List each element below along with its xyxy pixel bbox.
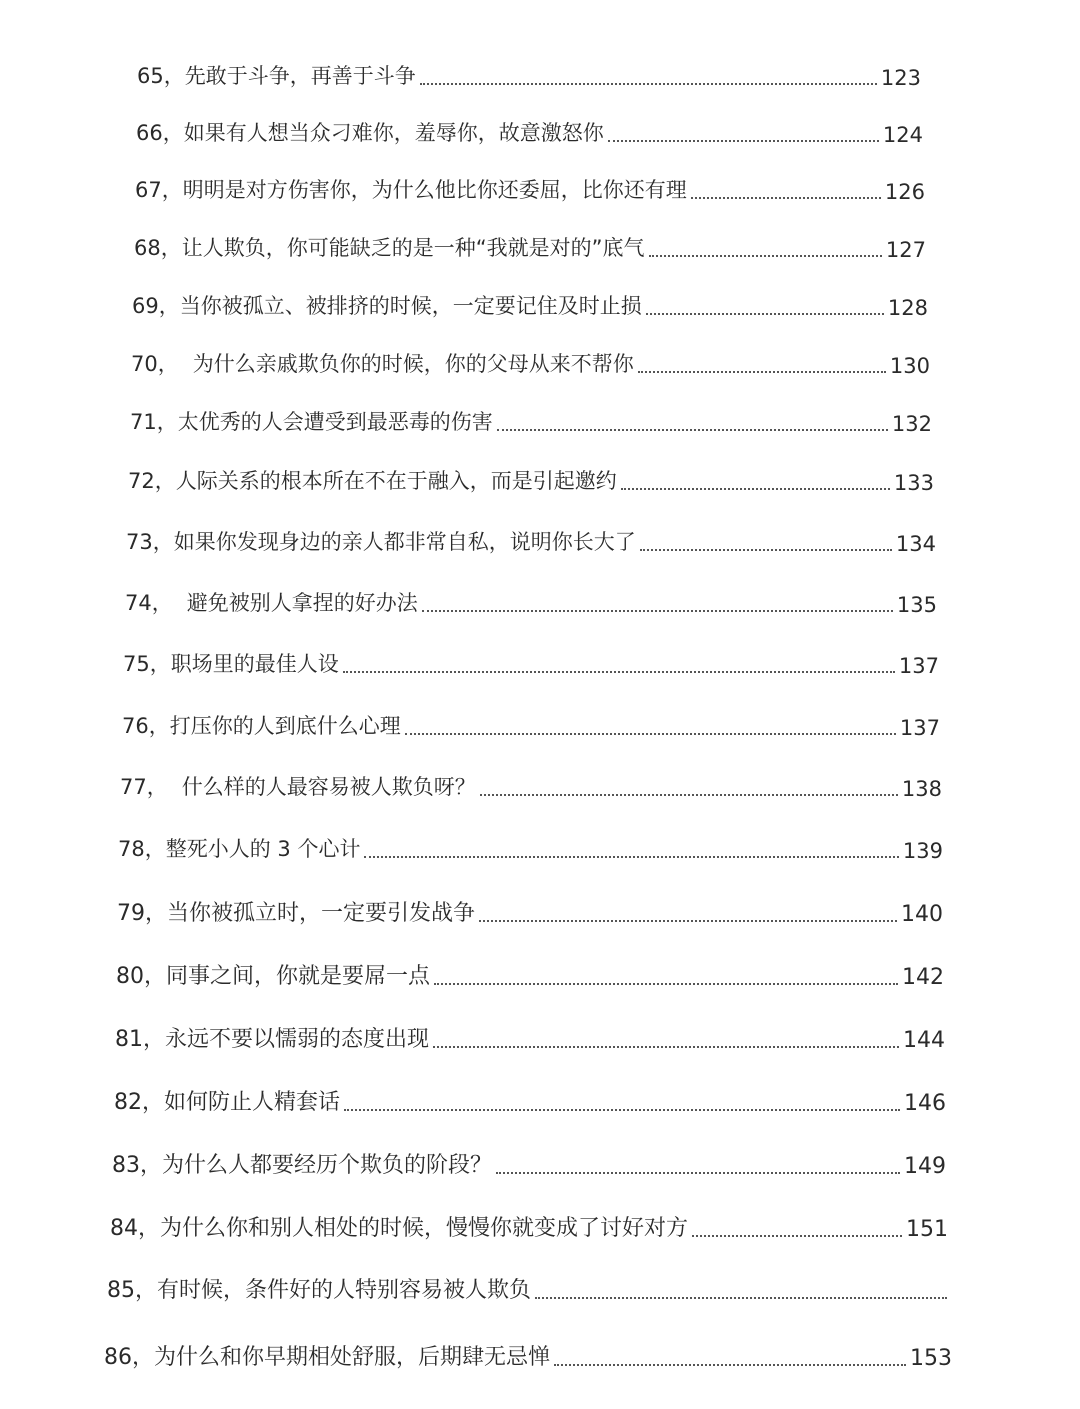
toc-entry-68 <box>134 232 926 262</box>
toc-entry-83 <box>112 1148 946 1179</box>
toc-entry-67 <box>135 174 925 204</box>
toc-entry-number: 86， <box>104 1345 154 1370</box>
toc-page-number: 144 <box>903 1028 945 1053</box>
toc-entry-number: 73， <box>126 530 174 554</box>
toc-entry-number: 68， <box>134 236 182 260</box>
toc-page-number: 132 <box>891 412 932 436</box>
toc-dot-leader <box>692 1235 902 1237</box>
toc-page-number: 153 <box>910 1346 952 1371</box>
toc-dot-leader <box>479 920 897 922</box>
toc-entry-number: 80， <box>116 964 166 989</box>
toc-entry-70 <box>131 348 930 378</box>
toc-entry-number: 79， <box>117 901 167 926</box>
toc-entry-title: 让人欺负，你可能缺乏的是一种“我就是对的”底气 <box>181 236 645 260</box>
toc-entry-75 <box>123 648 939 678</box>
toc-entry-number: 82， <box>114 1090 164 1115</box>
toc-dot-leader <box>608 140 879 142</box>
toc-entry-title: 为什么人都要经历个欺负的阶段？ <box>162 1153 493 1178</box>
toc-dot-leader <box>364 856 898 858</box>
toc-entry-86 <box>104 1340 952 1371</box>
toc-entry-84 <box>110 1211 948 1242</box>
toc-dot-leader <box>480 794 898 796</box>
toc-entry-80 <box>116 959 944 990</box>
toc-entry-title: 整死小人的 3 个心计 <box>165 837 361 861</box>
toc-entry-number: 66， <box>136 121 184 145</box>
toc-dot-leader <box>649 255 882 257</box>
toc-page-number: 139 <box>902 839 943 863</box>
toc-page-number: 127 <box>885 238 926 262</box>
toc-entry-title: 当你被孤立、被排挤的时候，一定要记住及时止损 <box>179 294 642 318</box>
toc-dot-leader <box>497 429 888 431</box>
toc-entry-title: 人际关系的根本所在不在于融入，而是引起邀约 <box>175 469 617 493</box>
toc-entry-title: 为什么你和别人相处的时候，慢慢你就变成了讨好对方 <box>160 1216 689 1241</box>
toc-dot-leader <box>420 83 877 85</box>
toc-entry-82 <box>114 1085 946 1116</box>
toc-entry-title: 明明是对方伤害你，为什么他比你还委屈，比你还有理 <box>182 178 687 202</box>
toc-entry-number: 71， <box>130 410 178 434</box>
toc-dot-leader <box>646 313 884 315</box>
toc-entry-85 <box>107 1273 947 1304</box>
toc-entry-title: 当你被孤立时，一定要引发战争 <box>167 901 476 926</box>
toc-page-number: 142 <box>902 965 944 990</box>
toc-page-number: 128 <box>887 296 928 320</box>
toc-page-number: 123 <box>880 66 921 90</box>
toc-entry-66 <box>136 117 923 147</box>
toc-dot-leader <box>344 1109 900 1111</box>
toc-dot-leader <box>638 371 886 373</box>
toc-dot-leader <box>496 1172 900 1174</box>
toc-entry-74 <box>125 587 937 617</box>
toc-entry-number: 70， <box>131 352 179 376</box>
toc-page-number: 135 <box>896 593 937 617</box>
toc-dot-leader <box>422 610 893 612</box>
toc-dot-leader <box>554 1364 906 1366</box>
toc-page-number: 137 <box>898 654 939 678</box>
toc-entry-title: 如果有人想当众刁难你，羞辱你，故意激怒你 <box>183 121 604 145</box>
toc-entry-71 <box>130 406 932 436</box>
toc-entry-title: 职场里的最佳人设 <box>170 652 339 676</box>
toc-page-number: 146 <box>904 1091 946 1116</box>
toc-entry-79 <box>117 896 943 927</box>
toc-entry-72 <box>128 465 934 495</box>
toc-entry-number: 76， <box>122 714 170 738</box>
toc-page-number: 124 <box>882 123 923 147</box>
toc-dot-leader <box>691 197 881 199</box>
toc-entry-number: 77， <box>120 775 168 799</box>
toc-entry-number: 78， <box>118 837 166 861</box>
toc-page-number: 137 <box>899 716 940 740</box>
toc-entry-number: 75， <box>123 652 171 676</box>
toc-entry-76 <box>122 710 940 740</box>
toc-dot-leader <box>405 733 896 735</box>
toc-dot-leader <box>434 983 898 985</box>
toc-page-number: 130 <box>889 354 930 378</box>
toc-entry-65 <box>137 60 921 90</box>
toc-entry-title: 为什么亲戚欺负你的时候，你的父母从来不帮你 <box>192 352 634 376</box>
toc-entry-77 <box>120 771 942 801</box>
toc-page-number: 149 <box>904 1154 946 1179</box>
toc-entry-title: 同事之间，你就是要屌一点 <box>166 964 431 989</box>
toc-entry-number: 83， <box>112 1153 162 1178</box>
toc-dot-leader <box>343 671 895 673</box>
toc-entry-number: 74， <box>125 591 173 615</box>
toc-entry-title: 有时候，条件好的人特别容易被人欺负 <box>157 1278 532 1303</box>
toc-entry-number: 81， <box>115 1027 165 1052</box>
toc-entry-number: 85， <box>107 1278 157 1303</box>
toc-page-number: 134 <box>895 532 936 556</box>
toc-page-number: 151 <box>906 1217 948 1242</box>
toc-page-number: 138 <box>901 777 942 801</box>
toc-page-number: 133 <box>893 471 934 495</box>
toc-dot-leader <box>640 549 892 551</box>
toc-dot-leader <box>621 488 890 490</box>
toc-entry-number: 67， <box>135 178 183 202</box>
toc-entry-title: 如果你发现身边的亲人都非常自私，说明你长大了 <box>173 530 636 554</box>
toc-entry-title: 避免被别人拿捏的好办法 <box>186 591 418 615</box>
toc-entry-title: 为什么和你早期相处舒服，后期肆无忌惮 <box>154 1345 551 1370</box>
toc-entry-73 <box>126 526 936 556</box>
toc-page-number: 126 <box>884 180 925 204</box>
toc-dot-leader <box>433 1046 899 1048</box>
toc-entry-title: 永远不要以懦弱的态度出现 <box>165 1027 430 1052</box>
toc-page-number: 140 <box>901 902 943 927</box>
toc-entry-title: 什么样的人最容易被人欺负呀？ <box>181 775 476 799</box>
toc-entry-title: 先敢于斗争，再善于斗争 <box>184 64 416 88</box>
toc-entry-number: 84， <box>110 1216 160 1241</box>
toc-entry-title: 打压你的人到底什么心理 <box>169 714 401 738</box>
toc-dot-leader <box>535 1297 947 1299</box>
toc-entry-title: 太优秀的人会遭受到最恶毒的伤害 <box>177 410 493 434</box>
toc-entry-78 <box>118 833 943 863</box>
toc-entry-69 <box>132 290 928 320</box>
toc-entry-title: 如何防止人精套话 <box>164 1090 341 1115</box>
toc-entry-81 <box>115 1022 945 1053</box>
toc-entry-number: 69， <box>132 294 180 318</box>
toc-entry-number: 65， <box>137 64 185 88</box>
toc-entry-number: 72， <box>128 469 176 493</box>
